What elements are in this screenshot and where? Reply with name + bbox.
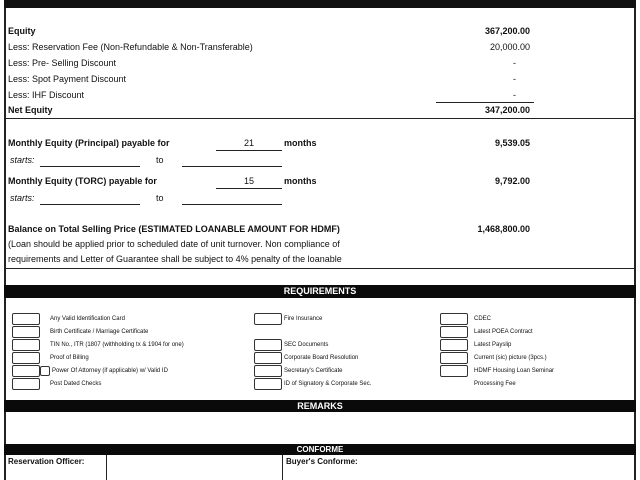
monthly-torc-months[interactable]: 15 xyxy=(243,176,254,186)
checkbox[interactable] xyxy=(12,326,40,338)
requirements-header: REQUIREMENTS xyxy=(4,285,636,298)
checkbox[interactable] xyxy=(440,339,468,351)
principal-to-label: to xyxy=(156,155,164,165)
checkbox[interactable] xyxy=(440,352,468,364)
checkbox[interactable] xyxy=(12,339,40,351)
monthly-principal-label: Monthly Equity (Principal) payable for xyxy=(8,138,170,148)
equity-label: Equity xyxy=(8,26,36,36)
req-item: Latest POEA Contract xyxy=(474,329,533,335)
checkbox[interactable] xyxy=(254,378,282,390)
req-item: Proof of Billing xyxy=(50,355,89,361)
monthly-torc-label: Monthly Equity (TORC) payable for xyxy=(8,176,157,186)
req-item: CDEC xyxy=(474,316,492,322)
principal-to-field[interactable] xyxy=(182,166,282,167)
section-divider xyxy=(6,268,634,269)
conforme-divider xyxy=(106,455,107,480)
remarks-header: REMARKS xyxy=(4,400,636,412)
checkbox[interactable] xyxy=(254,365,282,377)
checkbox[interactable] xyxy=(40,366,50,376)
spot-payment-discount-label: Less: Spot Payment Discount xyxy=(8,74,127,84)
balance-label: Balance on Total Selling Price (ESTIMATED LOANABLE AMOUNT FOR HDMF) xyxy=(8,224,340,234)
req-item: Any Valid Identification Card xyxy=(50,316,125,322)
remarks-field[interactable] xyxy=(6,412,634,442)
req-item: Secretary's Certificate xyxy=(284,368,343,374)
conforme-divider xyxy=(282,455,283,480)
req-item: SEC Documents xyxy=(284,342,329,348)
torc-starts-field[interactable] xyxy=(40,204,140,205)
section-divider xyxy=(6,118,634,119)
checkbox[interactable] xyxy=(254,352,282,364)
checkbox[interactable] xyxy=(440,326,468,338)
checkbox[interactable] xyxy=(12,313,40,325)
req-item: Power Of Attorney (if applicable) w/ Valid ID xyxy=(52,368,168,374)
reservation-fee-label: Less: Reservation Fee (Non-Refundable & Non-Transferable) xyxy=(8,42,253,52)
monthly-principal-value: 9,539.05 xyxy=(494,138,530,148)
req-item: Fire Insurance xyxy=(284,316,323,322)
months-underline xyxy=(216,150,282,151)
req-item: TIN No., ITR (1807 (withholding tx & 1904 for one) xyxy=(50,342,184,348)
checkbox[interactable] xyxy=(12,365,40,377)
ihf-discount-label: Less: IHF Discount xyxy=(8,90,85,100)
conforme-header: CONFORME xyxy=(4,444,636,455)
req-item: Processing Fee xyxy=(474,381,516,387)
monthly-principal-months[interactable]: 21 xyxy=(243,138,254,148)
req-item: Current (sic) picture (3pcs.) xyxy=(474,355,547,361)
months-underline xyxy=(216,188,282,189)
buyer-signature-field[interactable] xyxy=(380,456,632,478)
reservation-fee-value: 20,000.00 xyxy=(489,42,530,52)
balance-note-line2: requirements and Letter of Guarantee shall be subject to 4% penalty of the loanable xyxy=(8,254,342,264)
req-item: Birth Certificate / Marriage Certificate xyxy=(50,329,149,335)
buyer-conforme-label: Buyer's Conforme: xyxy=(286,457,358,466)
top-bar xyxy=(4,0,636,8)
preselling-discount-value: - xyxy=(513,58,516,68)
principal-starts-label: starts: xyxy=(10,155,35,165)
net-equity-label: Net Equity xyxy=(8,105,53,115)
torc-to-label: to xyxy=(156,193,164,203)
checkbox[interactable] xyxy=(254,313,282,325)
balance-note-line1: (Loan should be applied prior to scheduled date of unit turnover. Non compliance of xyxy=(8,239,340,249)
req-item: Latest Payslip xyxy=(474,342,512,348)
reservation-officer-label: Reservation Officer: xyxy=(8,457,85,466)
req-item: Corporate Board Resolution xyxy=(284,355,359,361)
ihf-discount-value: - xyxy=(513,90,516,100)
spot-payment-discount-value: - xyxy=(513,74,516,84)
checkbox[interactable] xyxy=(440,365,468,377)
principal-starts-field[interactable] xyxy=(40,166,140,167)
torc-to-field[interactable] xyxy=(182,204,282,205)
torc-starts-label: starts: xyxy=(10,193,35,203)
checkbox[interactable] xyxy=(12,352,40,364)
monthly-principal-unit: months xyxy=(284,138,317,148)
net-equity-rule xyxy=(436,102,534,103)
equity-value: 367,200.00 xyxy=(484,26,530,36)
checkbox[interactable] xyxy=(254,339,282,351)
checkbox[interactable] xyxy=(12,378,40,390)
req-item: Post Dated Checks xyxy=(50,381,102,387)
req-item: HDMF Housing Loan Seminar xyxy=(474,368,555,374)
balance-value: 1,468,800.00 xyxy=(477,224,530,234)
req-item: ID of Signatory & Corporate Sec. xyxy=(284,381,372,387)
monthly-torc-value: 9,792.00 xyxy=(494,176,530,186)
net-equity-value: 347,200.00 xyxy=(484,105,530,115)
monthly-torc-unit: months xyxy=(284,176,317,186)
preselling-discount-label: Less: Pre- Selling Discount xyxy=(8,58,117,68)
officer-signature-field[interactable] xyxy=(108,456,280,478)
checkbox[interactable] xyxy=(440,313,468,325)
